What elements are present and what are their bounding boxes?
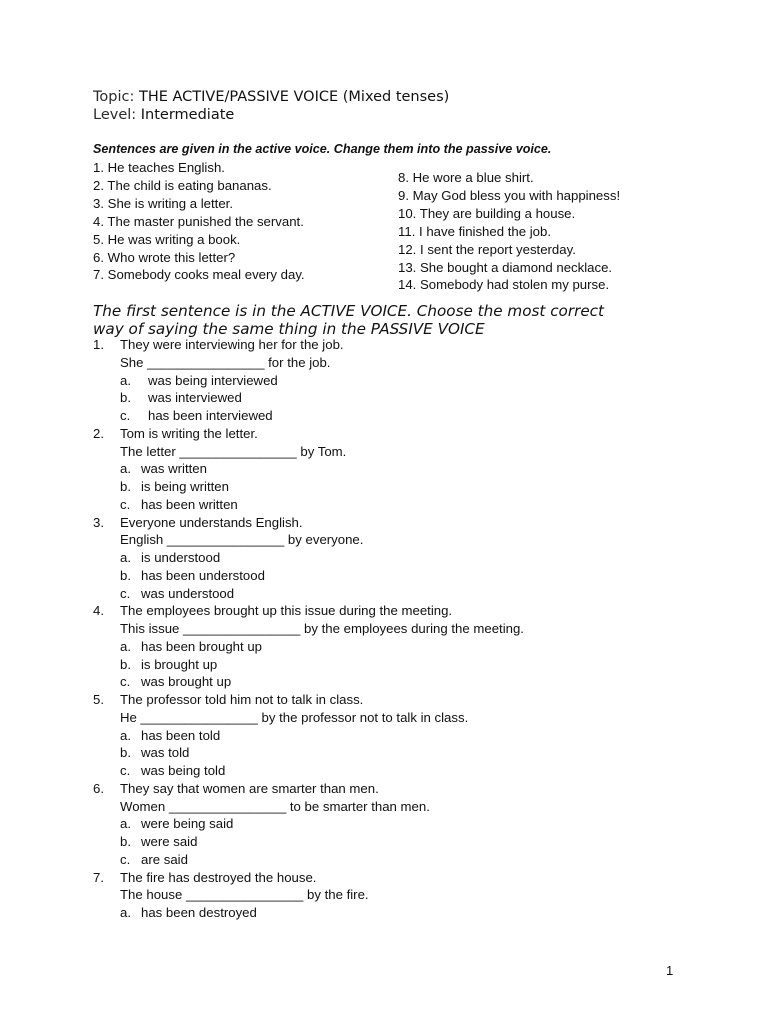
list-item: 4. The master punished the servant. [93, 213, 304, 229]
list-item: 14. Somebody had stolen my purse. [398, 277, 610, 293]
list-item: 10. They are building a house. [398, 205, 576, 221]
option-letter: c. [120, 674, 131, 690]
part2-heading-line1: The first sentence is in the ACTIVE VOICE. Choose the most correct [93, 302, 604, 320]
question-gap: He ________________ by the professor not to talk in class. [120, 709, 469, 725]
list-item: 12. I sent the report yesterday. [398, 241, 576, 257]
level-value: Intermediate [140, 107, 235, 123]
option-text: has been brought up [141, 638, 262, 654]
list-item: 6. Who wrote this letter? [93, 249, 236, 265]
option-letter: c. [120, 851, 131, 867]
level-line [93, 106, 234, 124]
option-letter: b. [120, 567, 131, 583]
option-letter: b. [120, 745, 131, 761]
option-text: is understood [141, 550, 221, 565]
option-text: has been interviewed [148, 408, 273, 423]
question-number: 5. [93, 692, 104, 707]
topic-label: Topic: [93, 89, 135, 105]
question-sentence: The professor told him not to talk in class. [120, 692, 364, 707]
level-label: Level: [93, 107, 137, 123]
part2-heading [93, 302, 604, 338]
list-item: 8. He wore a blue shirt. [398, 170, 534, 185]
list-item: 11. I have finished the job. [398, 223, 551, 239]
part1-instruction: Sentences are given in the active voice. Change them into the passive voice. [93, 142, 552, 156]
question-gap: The house ________________ by the fire. [120, 887, 369, 903]
option-letter: a. [120, 905, 131, 920]
option-letter: a. [120, 372, 131, 388]
option-letter: c. [120, 763, 131, 778]
option-text: has been written [141, 496, 238, 512]
list-item: 9. May God bless you with happiness! [398, 187, 621, 203]
list-item: 5. He was writing a book. [93, 231, 241, 247]
option-text: was interviewed [148, 390, 242, 406]
question-gap: English ________________ by everyone. [120, 532, 364, 548]
part2-heading-line2: way of saying the same thing in the PASSIVE VOICE [93, 320, 485, 338]
option-letter: a. [120, 727, 131, 743]
option-text: was told [141, 745, 190, 761]
option-text: was brought up [141, 674, 232, 690]
question-sentence: Everyone understands English. [120, 514, 303, 530]
question-sentence: They say that women are smarter than men. [120, 780, 379, 796]
topic-line [93, 88, 449, 106]
option-letter: c. [120, 585, 131, 601]
option-letter: c. [120, 496, 131, 512]
question-gap: This issue ________________ by the employees during the meeting. [120, 621, 524, 636]
option-text: has been understood [141, 567, 265, 583]
option-letter: a. [120, 816, 131, 832]
option-text: were being said [141, 816, 234, 832]
option-letter: c. [120, 408, 131, 423]
option-text: was written [141, 461, 207, 477]
question-number: 3. [93, 514, 104, 530]
question-gap: The letter ________________ by Tom. [120, 443, 347, 459]
option-text: has been told [141, 727, 221, 743]
topic-value: THE ACTIVE/PASSIVE VOICE (Mixed tenses) [138, 89, 450, 105]
list-item: 2. The child is eating bananas. [93, 177, 272, 193]
question-number: 1. [93, 337, 104, 352]
option-text: was being told [141, 763, 226, 778]
question-number: 2. [93, 425, 104, 441]
option-text: were said [141, 834, 198, 849]
question-sentence: They were interviewing her for the job. [120, 337, 344, 352]
list-item: 3. She is writing a letter. [93, 195, 234, 211]
question-number: 6. [93, 780, 104, 796]
option-text: are said [141, 851, 188, 867]
option-text: is being written [141, 479, 229, 494]
option-letter: b. [120, 656, 131, 672]
question-number: 4. [93, 603, 104, 619]
part1-left-list [93, 159, 305, 284]
option-letter: a. [120, 461, 131, 477]
list-item: 7. Somebody cooks meal every day. [93, 267, 305, 283]
list-item: 13. She bought a diamond necklace. [398, 259, 613, 275]
option-letter: b. [120, 834, 131, 849]
page-number: 1 [666, 963, 674, 978]
option-text: was being interviewed [148, 372, 278, 388]
question-gap: Women ________________ to be smarter than men. [120, 798, 430, 814]
question-gap: She ________________ for the job. [120, 354, 331, 370]
option-letter: b. [120, 479, 131, 494]
option-letter: a. [120, 638, 131, 654]
option-letter: b. [120, 390, 131, 406]
question-sentence: The employees brought up this issue during the meeting. [120, 603, 453, 619]
option-letter: a. [120, 550, 131, 565]
question-sentence: The fire has destroyed the house. [120, 869, 317, 885]
list-item: 1. He teaches English. [93, 160, 225, 175]
option-text: has been destroyed [141, 905, 257, 920]
question-number: 7. [93, 869, 104, 885]
part1-right-list [398, 169, 620, 294]
question-sentence: Tom is writing the letter. [120, 425, 258, 441]
option-text: was understood [141, 585, 235, 601]
option-text: is brought up [141, 656, 218, 672]
